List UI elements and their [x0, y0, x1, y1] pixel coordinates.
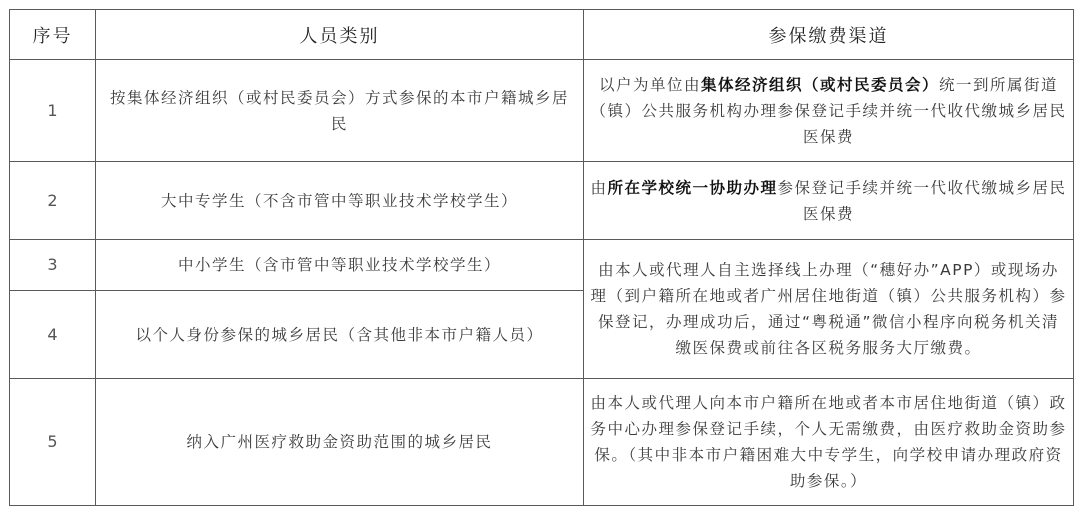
channel-text: 以户为单位由 — [598, 75, 701, 94]
channel-text: 参保登记手续并统一代收代缴城乡居民医保费 — [777, 178, 1067, 223]
header-serial: 序号 — [10, 10, 96, 60]
row-category: 大中专学生（不含市管中等职业技术学校学生） — [96, 162, 584, 240]
header-category: 人员类别 — [96, 10, 584, 60]
row-channel: 由本人或代理人向本市户籍所在地或者本市居住地街道（镇）政务中心办理参保登记手续，个人无需缴费，由医疗救助金资助参保。（其中非本市户籍困难大中专学生，向学校申请办理政府资助参保。） — [584, 379, 1074, 506]
table-row — [10, 379, 1074, 506]
channel-emphasis: 集体经济组织（或村民委员会） — [700, 75, 939, 94]
row-channel: 由本人或代理人自主选择线上办理（“穗好办”APP）或现场办理（到户籍所在地或者广州居住地街道（镇）公共服务机构）参保登记，办理成功后，通过“粤税通”微信小程序向税务机关清缴医保费或前往各区税务服务大厅缴费。 — [584, 240, 1074, 379]
row-category: 纳入广州医疗救助金资助范围的城乡居民 — [96, 379, 584, 506]
row-number: 2 — [10, 162, 96, 240]
row-category: 以个人身份参保的城乡居民（含其他非本市户籍人员） — [96, 291, 584, 379]
table-row — [10, 240, 1074, 291]
table-row — [10, 60, 1074, 162]
row-number: 5 — [10, 379, 96, 506]
row-number: 3 — [10, 240, 96, 291]
insurance-channel-table — [9, 9, 1074, 506]
table-header-row — [10, 10, 1074, 60]
row-category: 按集体经济组织（或村民委员会）方式参保的本市户籍城乡居民 — [96, 60, 584, 162]
header-channel: 参保缴费渠道 — [584, 10, 1074, 60]
row-number: 1 — [10, 60, 96, 162]
row-channel — [584, 162, 1074, 240]
channel-text: 统一到所属街道（镇）公共服务机构办理参保登记手续并统一代收代缴城乡居民医保费 — [590, 75, 1067, 146]
channel-emphasis: 所在学校统一协助办理 — [607, 178, 778, 197]
row-channel — [584, 60, 1074, 162]
row-category: 中小学生（含市管中等职业技术学校学生） — [96, 240, 584, 291]
row-number: 4 — [10, 291, 96, 379]
table-row — [10, 162, 1074, 240]
channel-text: 由 — [590, 178, 608, 197]
